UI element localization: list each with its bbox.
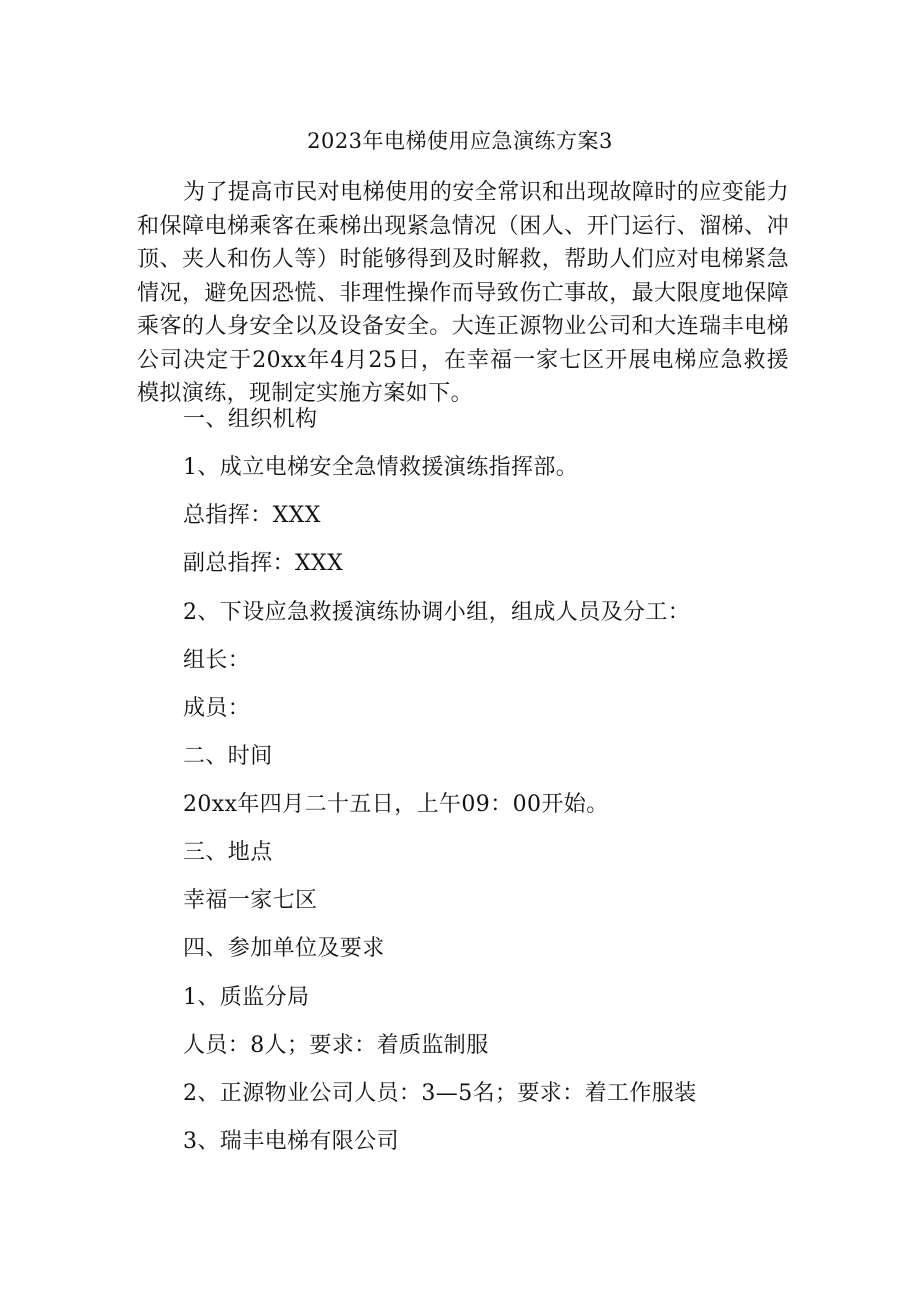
section-heading-time: 二、时间 <box>183 744 273 769</box>
section-heading-location: 三、地点 <box>183 840 273 865</box>
list-item: 成员： <box>183 696 251 721</box>
list-item: 人员：8人；要求：着质监制服 <box>183 1033 489 1058</box>
document-title: 2023年电梯使用应急演练方案3 <box>307 129 613 153</box>
list-item: 20xx年四月二十五日，上午09：00开始。 <box>183 792 609 817</box>
list-item: 2、下设应急救援演练协调小组，组成人员及分工： <box>183 600 691 625</box>
list-item: 1、成立电梯安全急情救援演练指挥部。 <box>183 455 579 480</box>
section-heading-organization: 一、组织机构 <box>183 407 318 432</box>
section-heading-units: 四、参加单位及要求 <box>183 936 385 961</box>
intro-paragraph: 为了提高市民对电梯使用的安全常识和出现故障时的应变能力和保障电梯乘客在乘梯出现紧急情况（困人、开门运行、溜梯、冲顶、夹人和伤人等）时能够得到及时解救，帮助人们应对电梯紧急情况，避免因恐慌、非理性操作而导致伤亡事故，最大限度地保障乘客的人身安全以及设备安全。大连正源物业公司和大连瑞丰电梯公司决定于20xx年4月25日，在幸福一家七区开展电梯应急救援模拟演练，现制定实施方案如下。 <box>137 180 789 406</box>
list-item: 幸福一家七区 <box>183 888 318 913</box>
list-item: 总指挥：XXX <box>183 503 321 528</box>
list-item: 2、正源物业公司人员：3—5名；要求：着工作服装 <box>183 1081 697 1106</box>
list-item: 副总指挥：XXX <box>183 551 344 576</box>
list-item: 1、质监分局 <box>183 985 310 1010</box>
list-item: 3、瑞丰电梯有限公司 <box>183 1129 399 1154</box>
list-item: 组长： <box>183 648 251 673</box>
